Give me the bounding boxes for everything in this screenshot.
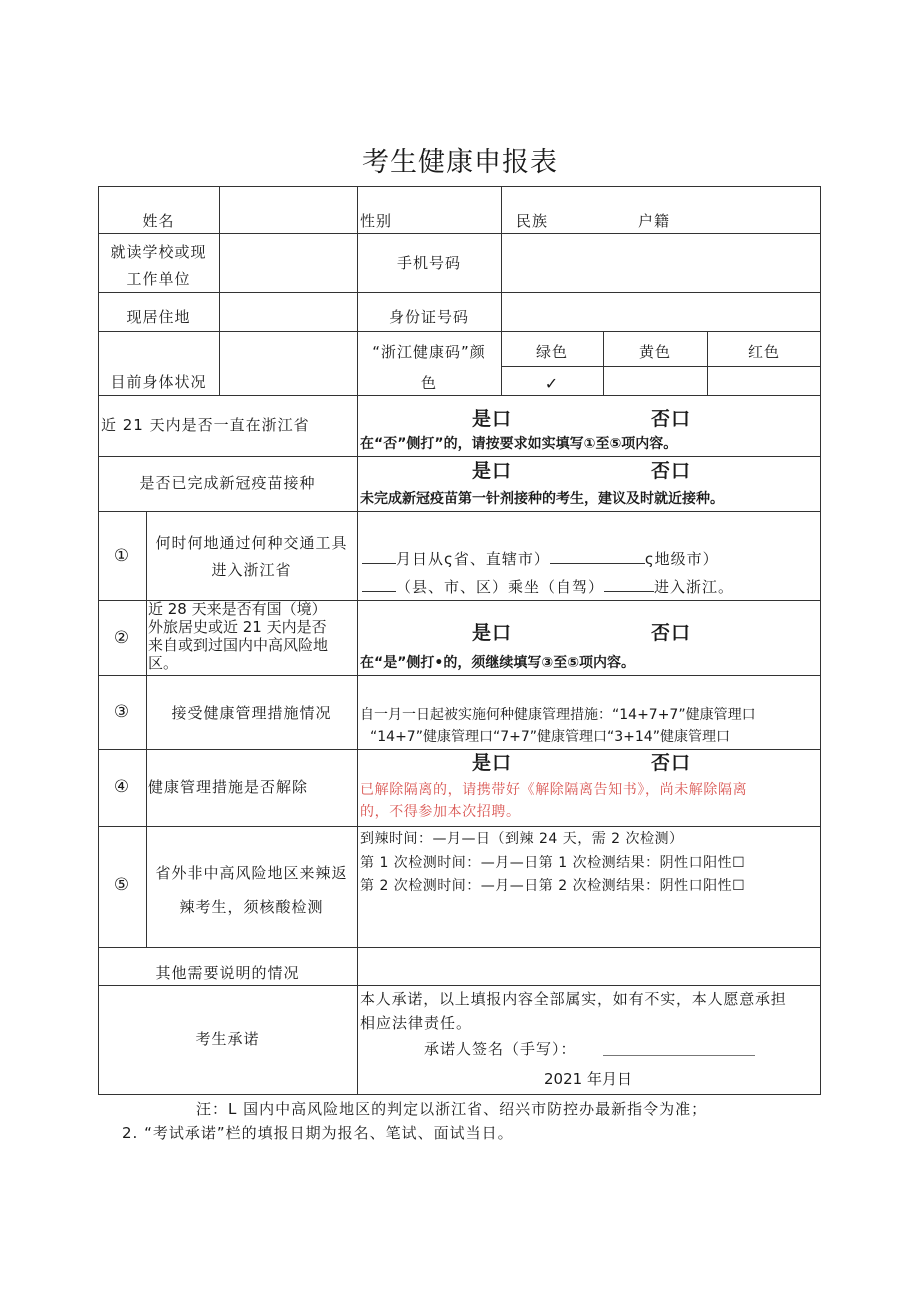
blank-line[interactable] (362, 549, 396, 564)
border-bottom (98, 1094, 821, 1095)
row-line (98, 985, 821, 986)
item2-label-line2: 外旅居史或近 21 天内是否 (148, 618, 327, 636)
school-label-line2: 工作单位 (126, 270, 191, 288)
item3-line1: 自一月一日起被实施何种健康管理措施：“14+7+7”健康管理口 (360, 707, 756, 723)
green-checkmark-icon: ✓ (544, 374, 560, 393)
household-label: 户籍 (638, 212, 671, 230)
signature-line[interactable] (603, 1055, 755, 1056)
row-line (98, 456, 821, 457)
row-line (98, 331, 821, 332)
item3-label: 接受健康管理措施情况 (171, 704, 332, 722)
item2-label-line3: 来自或到过国内中高风险地 (148, 636, 329, 654)
q21-label: 近 21 天内是否一直在浙江省 (101, 416, 310, 434)
q21-no: 否口 (651, 408, 692, 430)
item5-line3: 第 2 次检测时间：—月—日第 2 次检测结果：阴性口阳性☐ (360, 878, 746, 894)
q21-note: 在“否”侧打”的，请按要求如实填写①至⑤项内容。 (360, 436, 678, 452)
item-number: ③ (113, 702, 131, 722)
item4-note: 已解除隔离的，请携带好《解除隔离告知书》，尚未解除隔离 (360, 782, 748, 798)
health-code-label-line2: 色 (420, 374, 437, 392)
row-line (98, 826, 821, 827)
pledge-date: 2021 年月日 (544, 1070, 632, 1088)
col-line (357, 947, 358, 1095)
health-status-label: 目前身体状况 (110, 373, 207, 391)
item4-label: 健康管理措施是否解除 (148, 778, 309, 796)
address-label: 现居住地 (126, 308, 191, 326)
row-line (501, 366, 821, 367)
item2-yes: 是口 (472, 622, 513, 644)
item2-label-line4: 区。 (148, 654, 179, 672)
row-line (98, 292, 821, 293)
item1-text: （县、市、区）乘坐（自驾） (396, 578, 605, 596)
phone-label: 手机号码 (396, 254, 461, 272)
item1-label-line2: 进入浙江省 (211, 561, 292, 579)
col-line (357, 395, 358, 947)
item1-line1 (362, 548, 719, 570)
vaccine-yes: 是口 (472, 460, 513, 482)
item-number: ② (113, 628, 131, 648)
row-line (98, 675, 821, 676)
id-number-label: 身份证号码 (388, 308, 469, 326)
border-right (820, 186, 821, 1095)
blank-line[interactable] (362, 577, 396, 592)
item2-label: 近 28 天来是否有国（境） (148, 600, 327, 618)
footnote-1: 汪：L 国内中高风险地区的判定以浙江省、绍兴市防控办最新指令为准； (196, 1100, 708, 1118)
row-line (98, 947, 821, 948)
item1-text: 进入浙江。 (654, 578, 735, 596)
col-line (357, 186, 358, 395)
item4-no: 否口 (651, 752, 692, 774)
health-code-label: “浙江健康码”颜 (372, 343, 486, 361)
vaccine-label: 是否已完成新冠疫苗接种 (139, 474, 316, 492)
item1-text: ς地级市） (644, 550, 719, 568)
other-label: 其他需要说明的情况 (155, 964, 300, 982)
item5-label: 省外非中高风险地区来辣返 (155, 864, 348, 882)
item5-line2: 第 1 次检测时间：—月—日第 1 次检测结果：阴性口阳性☐ (360, 855, 746, 871)
item1-label: 何时何地通过何种交通工具 (155, 534, 348, 552)
item4-yes: 是口 (472, 752, 513, 774)
row-line (98, 511, 821, 512)
vaccine-no: 否口 (651, 460, 692, 482)
row-line (98, 749, 821, 750)
item4-note-line2: 的，不得参加本次招聘。 (360, 804, 521, 820)
item-number: ① (113, 546, 131, 566)
gender-label: 性别 (360, 212, 393, 230)
pledge-text: 本人承诺，以上填报内容全部属实，如有不实，本人愿意承担 (360, 990, 787, 1008)
footnote-2: 2. “考试承诺”栏的填报日期为报名、笔试、面试当日。 (122, 1124, 514, 1142)
yellow-option: 黄色 (638, 343, 671, 361)
school-label: 就读学校或现 (110, 243, 207, 261)
blank-line[interactable] (604, 577, 654, 592)
q21-yes: 是口 (472, 408, 513, 430)
item2-note: 在“是”侧打•的，须继续填写③至⑤项内容。 (360, 655, 636, 671)
page-title: 考生健康申报表 (362, 147, 558, 178)
col-line (219, 186, 220, 395)
item2-no: 否口 (651, 622, 692, 644)
item5-line1: 到辣时间：—月—日（到辣 24 天，需 2 次检测） (360, 831, 684, 847)
green-option: 绿色 (535, 343, 568, 361)
border-top (98, 186, 821, 187)
item1-line2 (362, 576, 734, 598)
ethnicity-label: 民族 (516, 212, 549, 230)
pledge-label: 考生承诺 (195, 1030, 260, 1048)
pledge-text-line2: 相应法律责任。 (360, 1014, 473, 1032)
item1-text: ς省、直辖市） (444, 550, 550, 568)
signature-label: 承诺人签名（手写）： (424, 1040, 577, 1058)
item-number: ⑤ (113, 875, 131, 895)
item5-label-line2: 辣考生，须核酸检测 (179, 898, 324, 916)
blank-line[interactable] (550, 549, 645, 564)
health-declaration-form (98, 186, 821, 1095)
item3-line2: “14+7”健康管理口“7+7”健康管理口“3+14”健康管理口 (370, 729, 730, 745)
vaccine-note: 未完成新冠疫苗第一针剂接种的考生，建议及时就近接种。 (360, 491, 724, 507)
row-line (98, 395, 821, 396)
red-option: 红色 (747, 343, 780, 361)
col-line (501, 186, 502, 395)
name-label: 姓名 (142, 212, 175, 230)
item-number: ④ (113, 777, 131, 797)
row-line (98, 233, 821, 234)
item1-text: 月日从 (396, 550, 445, 568)
